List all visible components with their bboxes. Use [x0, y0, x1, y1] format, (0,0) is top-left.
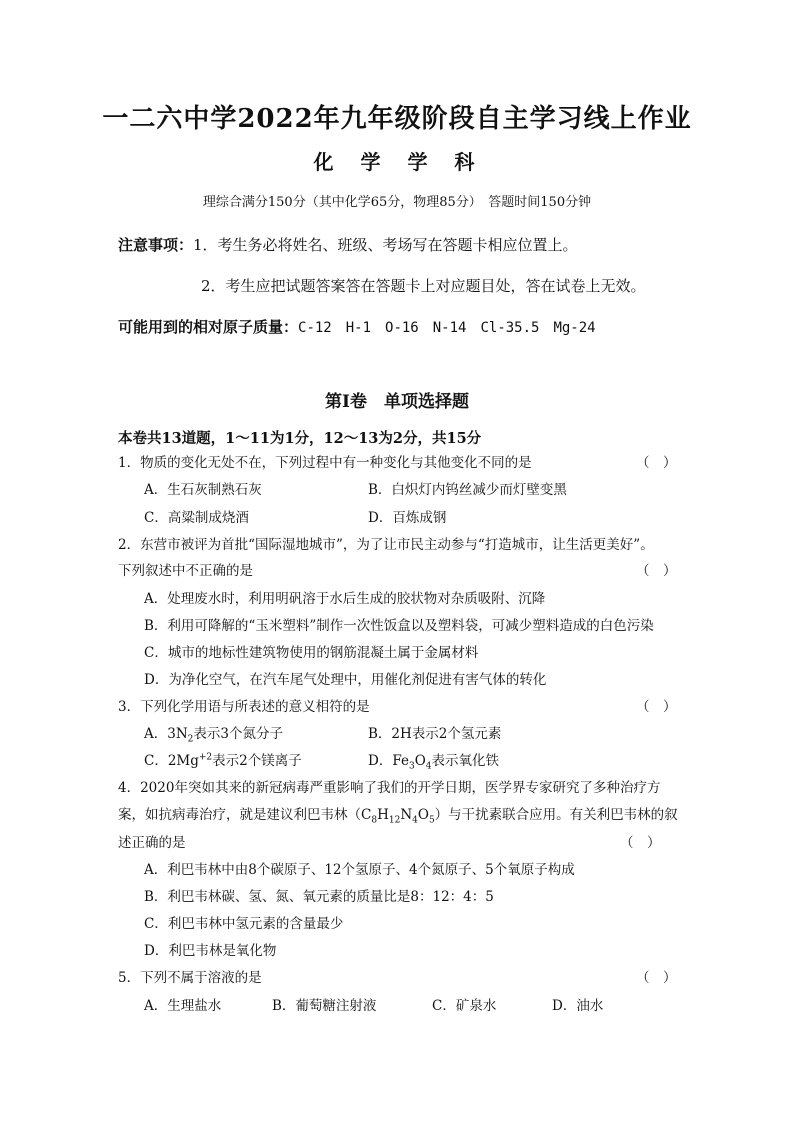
q4-answer-parens: （ ）: [620, 835, 661, 851]
q1-option-a: A．生石灰制熟石灰: [144, 482, 262, 498]
q3-option-c: [144, 749, 302, 769]
q4-sub-c: 8: [371, 815, 378, 826]
notes-line-1: [118, 234, 578, 255]
q4-stem-line-1: 4．2020年突如其来的新冠病毒严重影响了我们的开学日期，医学界专家研究了多种治疗方: [118, 780, 661, 796]
q3-c-formula: C．2Mg: [144, 753, 199, 769]
q1-option-d: D．百炼成钢: [368, 510, 447, 526]
atomic-mass-line: [118, 316, 596, 337]
q3-answer-parens: （ ）: [636, 699, 677, 715]
q5-answer-parens: （ ）: [636, 970, 677, 986]
q4-formula-h: H: [377, 807, 389, 823]
subject-title: 化 学 学 科: [313, 150, 481, 174]
q1-option-b: B．白炽灯内钨丝减少而灯壁变黑: [368, 482, 567, 498]
q2-option-b: B．利用可降解的“玉米塑料”制作一次性饭盒以及塑料袋，可减少塑料造成的白色污染: [144, 618, 654, 634]
q4-stem-text-end: ）与干扰素联合应用。有关利巴韦林的叙: [434, 807, 678, 823]
q4-stem-line-3: 述正确的是: [118, 835, 186, 851]
section-title: 第Ⅰ卷 单项选择题: [325, 392, 469, 412]
q3-d-formula: D．Fe: [368, 753, 409, 769]
q4-sub-h: 12: [388, 815, 401, 826]
q2-option-a: A．处理废水时，利用明矾溶于水后生成的胶状物对杂质吸附、沉降: [144, 591, 546, 607]
q4-sub-o: 5: [428, 815, 435, 826]
q2-answer-parens: （ ）: [636, 563, 677, 579]
q5-option-d: D．油水: [552, 998, 604, 1014]
q3-a-subscript: 2: [187, 734, 194, 745]
q4-formula-n: N: [400, 807, 413, 823]
page-title: 一二六中学2022年九年级阶段自主学习线上作业: [102, 104, 692, 134]
q3-a-formula: A．3N: [144, 726, 188, 742]
q4-option-c: C．利巴韦林中氢元素的含量最少: [144, 916, 344, 932]
q5-stem: 5．下列不属于溶液的是: [118, 970, 262, 986]
q5-option-a: A．生理盐水: [144, 998, 222, 1014]
q3-c-text: 表示2个镁离子: [212, 753, 302, 769]
q2-stem-line-1: 2．东营市被评为首批“国际湿地城市”，为了让市民主动参与“打造城市，让生活更美好”。: [118, 537, 654, 553]
q4-option-d: D．利巴韦林是氧化物: [144, 943, 277, 959]
notes-item-1: 1．考生务必将姓名、班级、考场写在答题卡相应位置上。: [193, 236, 578, 254]
q5-option-b: B．葡萄糖注射液: [272, 998, 377, 1014]
q3-a-text: 表示3个氮分子: [193, 726, 283, 742]
q3-option-a: [144, 722, 283, 745]
q4-formula-o: O: [417, 807, 429, 823]
exam-info: 理综合满分150分（其中化学65分，物理85分） 答题时间150分钟: [202, 195, 592, 210]
q4-sub-n: 4: [412, 815, 418, 826]
q3-option-d: [368, 749, 499, 772]
q4-stem-text: 案，如抗病毒治疗，就是建议利巴韦林（C: [118, 807, 372, 823]
q3-option-b: B．2H表示2个氢元素: [368, 726, 502, 742]
q2-stem-line-2: 下列叙述中不正确的是: [118, 563, 253, 579]
q3-d-formula-o: O: [414, 753, 426, 769]
q1-stem: 1．物质的变化无处不在，下列过程中有一种变化与其他变化不同的是: [118, 455, 532, 471]
q3-d-subscript-1: 3: [408, 761, 415, 772]
q3-d-text: 表示氧化铁: [431, 753, 499, 769]
atomic-mass-label: 可能用到的相对原子质量：: [118, 318, 299, 336]
notes-label: 注意事项：: [118, 236, 194, 254]
q4-option-b: B．利巴韦林碳、氢、氮、氧元素的质量比是8：12：4：5: [144, 889, 494, 905]
atomic-mass-values: C-12 H-1 O-16 N-14 Cl-35.5 Mg-24: [298, 320, 596, 336]
q1-option-c: C．高粱制成烧酒: [144, 510, 249, 526]
q3-stem: 3．下列化学用语与所表述的意义相符的是: [118, 699, 370, 715]
q2-option-c: C．城市的地标性建筑物使用的钢筋混凝土属于金属材料: [144, 645, 479, 661]
q4-option-a: A．利巴韦林中由8个碳原子、12个氢原子、4个氮原子、5个氧原子构成: [144, 862, 575, 878]
q2-option-d: D．为净化空气，在汽车尾气处理中，用催化剂促进有害气体的转化: [144, 672, 547, 688]
q5-option-c: C．矿泉水: [432, 998, 497, 1014]
q3-c-superscript: +2: [198, 752, 213, 763]
q3-d-subscript-2: 4: [425, 761, 432, 772]
q4-stem-line-2: [118, 803, 678, 826]
section-description: 本卷共13道题，1～11为1分，12～13为2分，共15分: [118, 430, 482, 447]
notes-item-2: 2．考生应把试题答案答在答题卡上对应题目处，答在试卷上无效。: [201, 277, 646, 295]
q1-answer-parens: （ ）: [636, 455, 677, 471]
